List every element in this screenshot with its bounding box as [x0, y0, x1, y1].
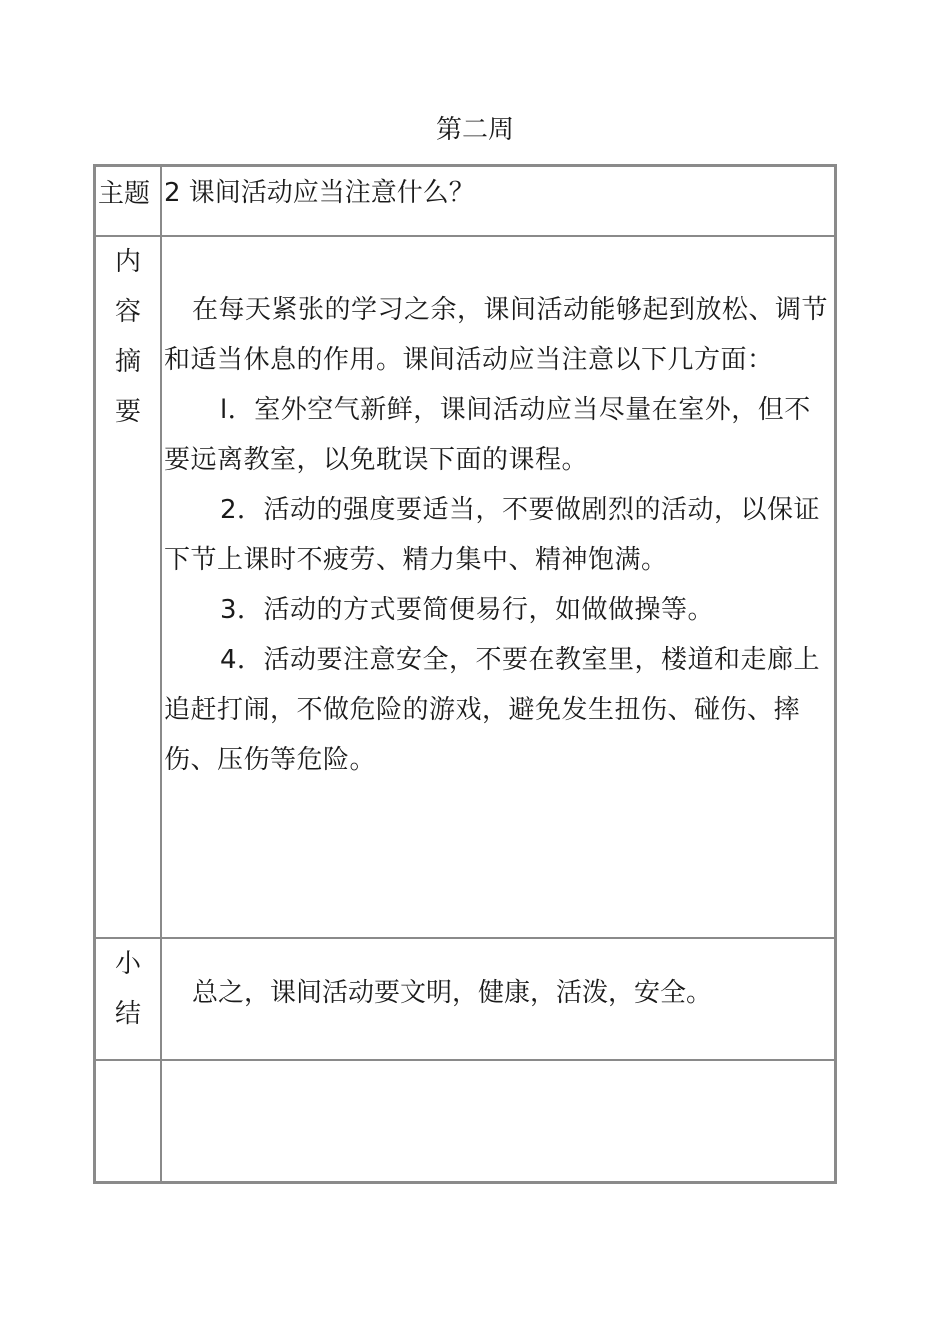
summary-label-char: 小 — [114, 949, 141, 979]
topic-row — [95, 166, 835, 236]
topic-text: 2 课间活动应当注意什么？ — [164, 178, 475, 208]
topic-cell — [161, 166, 835, 236]
empty-content-cell — [161, 1060, 835, 1182]
summary-label-char: 结 — [114, 999, 141, 1029]
content-body — [162, 237, 834, 785]
content-label — [95, 236, 161, 938]
content-label-text — [113, 237, 143, 437]
content-label-char: 要 — [114, 397, 141, 427]
summary-label — [95, 938, 161, 1060]
content-label-char: 容 — [114, 297, 141, 327]
lesson-plan-table — [93, 164, 837, 1184]
content-cell — [161, 236, 835, 938]
content-point: l．室外空气新鲜，课间活动应当尽量在室外，但不要远离教室，以免耽误下面的课程。 — [164, 395, 811, 475]
content-point: 4．活动要注意安全，不要在教室里，楼道和走廊上追赶打闹，不做危险的游戏，避免发生扭伤、碰伤、摔伤、压伤等危险。 — [164, 645, 821, 775]
content-row — [95, 236, 835, 938]
summary-label-text — [113, 939, 143, 1039]
topic-label: 主题 — [95, 166, 161, 236]
summary-cell — [161, 938, 835, 1060]
page-title: 第二周 — [435, 115, 514, 145]
summary-row — [95, 938, 835, 1060]
summary-text: 总之，课间活动要文明，健康，活泼，安全。 — [192, 978, 713, 1008]
content-label-char: 摘 — [114, 347, 141, 377]
content-intro: 在每天紧张的学习之余，课间活动能够起到放松、调节和适当休息的作用。课间活动应当注意以下几方面： — [164, 295, 829, 375]
content-label-char: 内 — [114, 247, 141, 277]
empty-row — [95, 1060, 835, 1182]
content-point: 2．活动的强度要适当，不要做剧烈的活动，以保证下节上课时不疲劳、精力集中、精神饱满。 — [164, 495, 821, 575]
content-point: 3．活动的方式要简便易行，如做做操等。 — [220, 595, 715, 625]
empty-label-cell — [95, 1060, 161, 1182]
